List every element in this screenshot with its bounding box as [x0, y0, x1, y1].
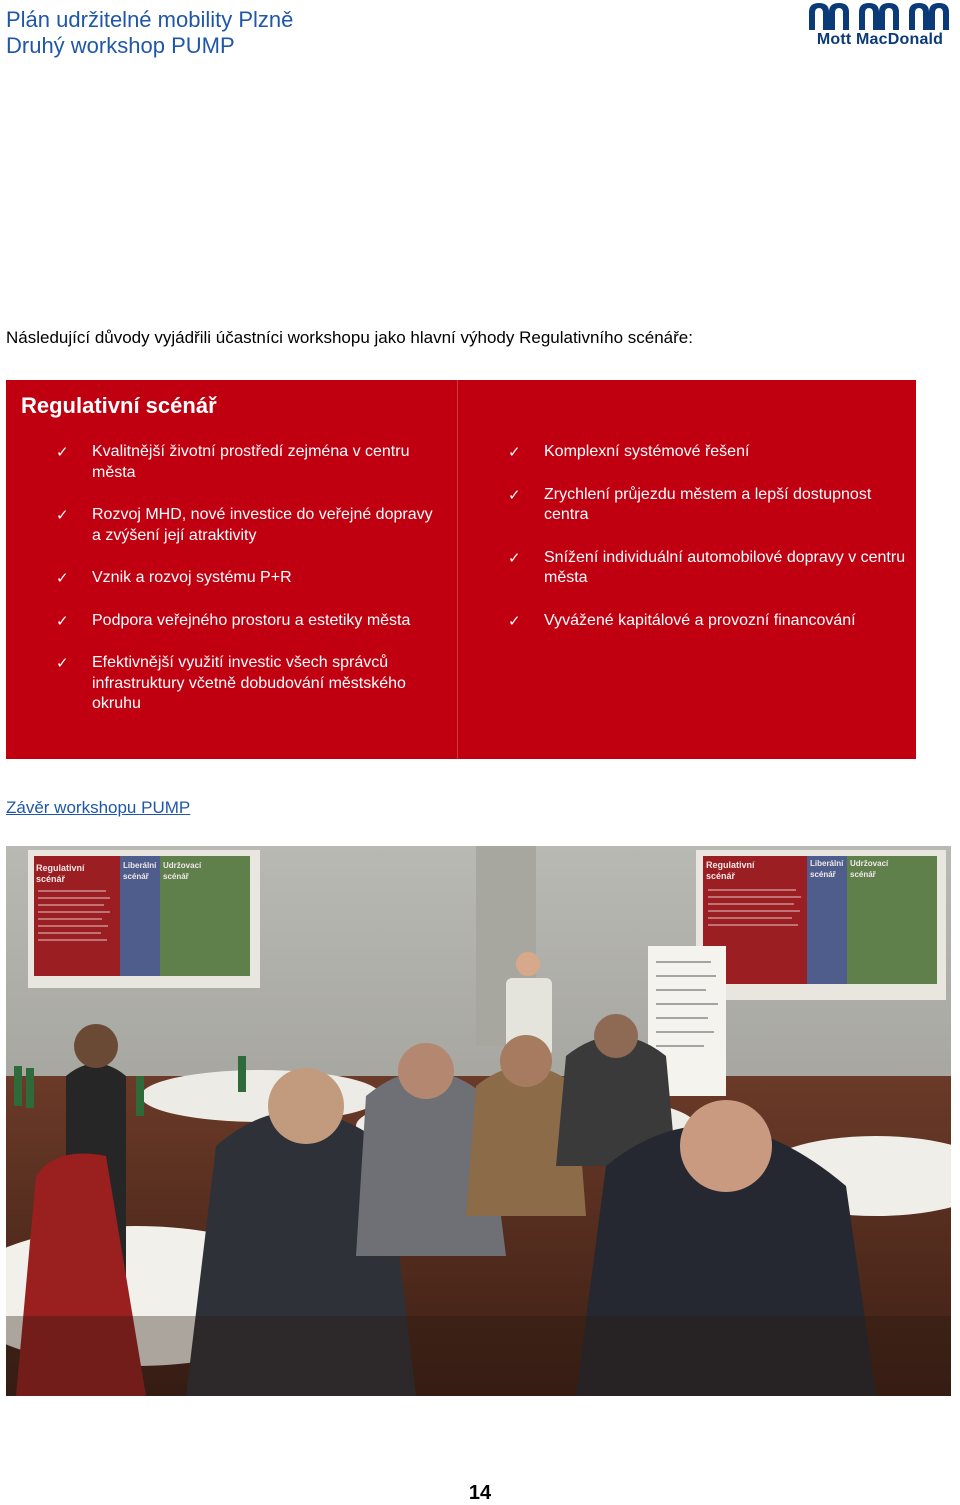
list-item: ✓ Komplexní systémové řešení: [508, 442, 908, 463]
svg-text:Udržovací: Udržovací: [850, 859, 889, 868]
right-benefits-list: [508, 442, 908, 653]
checkmark-icon: ✓: [56, 570, 69, 587]
conclusion-heading: Závěr workshopu PUMP: [6, 798, 191, 817]
slide-title-mid: Liberální: [123, 861, 157, 870]
list-item: ✓ Efektivnější využití investic všech správců infrastruktury včetně dobudování městského okruhu: [56, 654, 406, 712]
list-item: ✓ Rozvoj MHD, nové investice do veřejné dopravy a zvýšení její atraktivity: [56, 506, 433, 544]
page-number: 14: [468, 1482, 492, 1504]
svg-text:scénář: scénář: [123, 872, 149, 881]
intro-text: Následující důvody vyjádřili účastníci workshopu jako hlavní výhody Regulativního scénáře:: [6, 328, 693, 347]
slide-title-left: Regulativní: [36, 863, 85, 873]
list-item: ✓ Snížení individuální automobilové dopravy v centru města: [508, 548, 906, 586]
checkmark-icon: ✓: [508, 549, 521, 567]
left-benefits-list: [56, 442, 436, 737]
svg-text:scénář: scénář: [163, 872, 189, 881]
list-item: ✓ Vznik a rozvoj systému P+R: [56, 568, 436, 589]
workshop-photo: [6, 846, 951, 1396]
logo-arches-icon: [805, 0, 955, 32]
checkmark-icon: ✓: [508, 486, 521, 504]
list-item: ✓ Podpora veřejného prostoru a estetiky města: [56, 611, 436, 632]
checkmark-icon: ✓: [508, 612, 521, 630]
svg-text:Regulativní: Regulativní: [706, 860, 755, 870]
document-title: Plán udržitelné mobility Plzně: [6, 7, 294, 32]
checkmark-icon: ✓: [56, 444, 69, 461]
box-divider: [457, 380, 458, 759]
svg-text:scénář: scénář: [706, 871, 736, 881]
logo-text: Mott MacDonald: [816, 31, 944, 48]
svg-text:scénář: scénář: [810, 870, 836, 879]
svg-text:Liberální: Liberální: [810, 859, 844, 868]
svg-text:scénář: scénář: [850, 870, 876, 879]
checkmark-icon: ✓: [508, 444, 521, 461]
list-item: ✓ Vyvážené kapitálové a provozní financování: [508, 611, 908, 632]
mott-macdonald-logo: [805, 0, 955, 52]
checkmark-icon: ✓: [56, 655, 69, 672]
document-subtitle: Druhý workshop PUMP: [6, 33, 235, 58]
list-item: ✓ Zrychlení průjezdu městem a lepší dostupnost centra: [508, 485, 872, 523]
checkmark-icon: ✓: [56, 507, 69, 524]
list-item: ✓ Kvalitnější životní prostředí zejména v centru města: [56, 443, 410, 481]
scenario-box: [6, 380, 916, 759]
svg-text:scénář: scénář: [36, 874, 66, 884]
checkmark-icon: ✓: [56, 612, 69, 630]
slide-title-right: Udržovací: [163, 861, 202, 870]
box-title: Regulativní scénář: [21, 393, 217, 418]
